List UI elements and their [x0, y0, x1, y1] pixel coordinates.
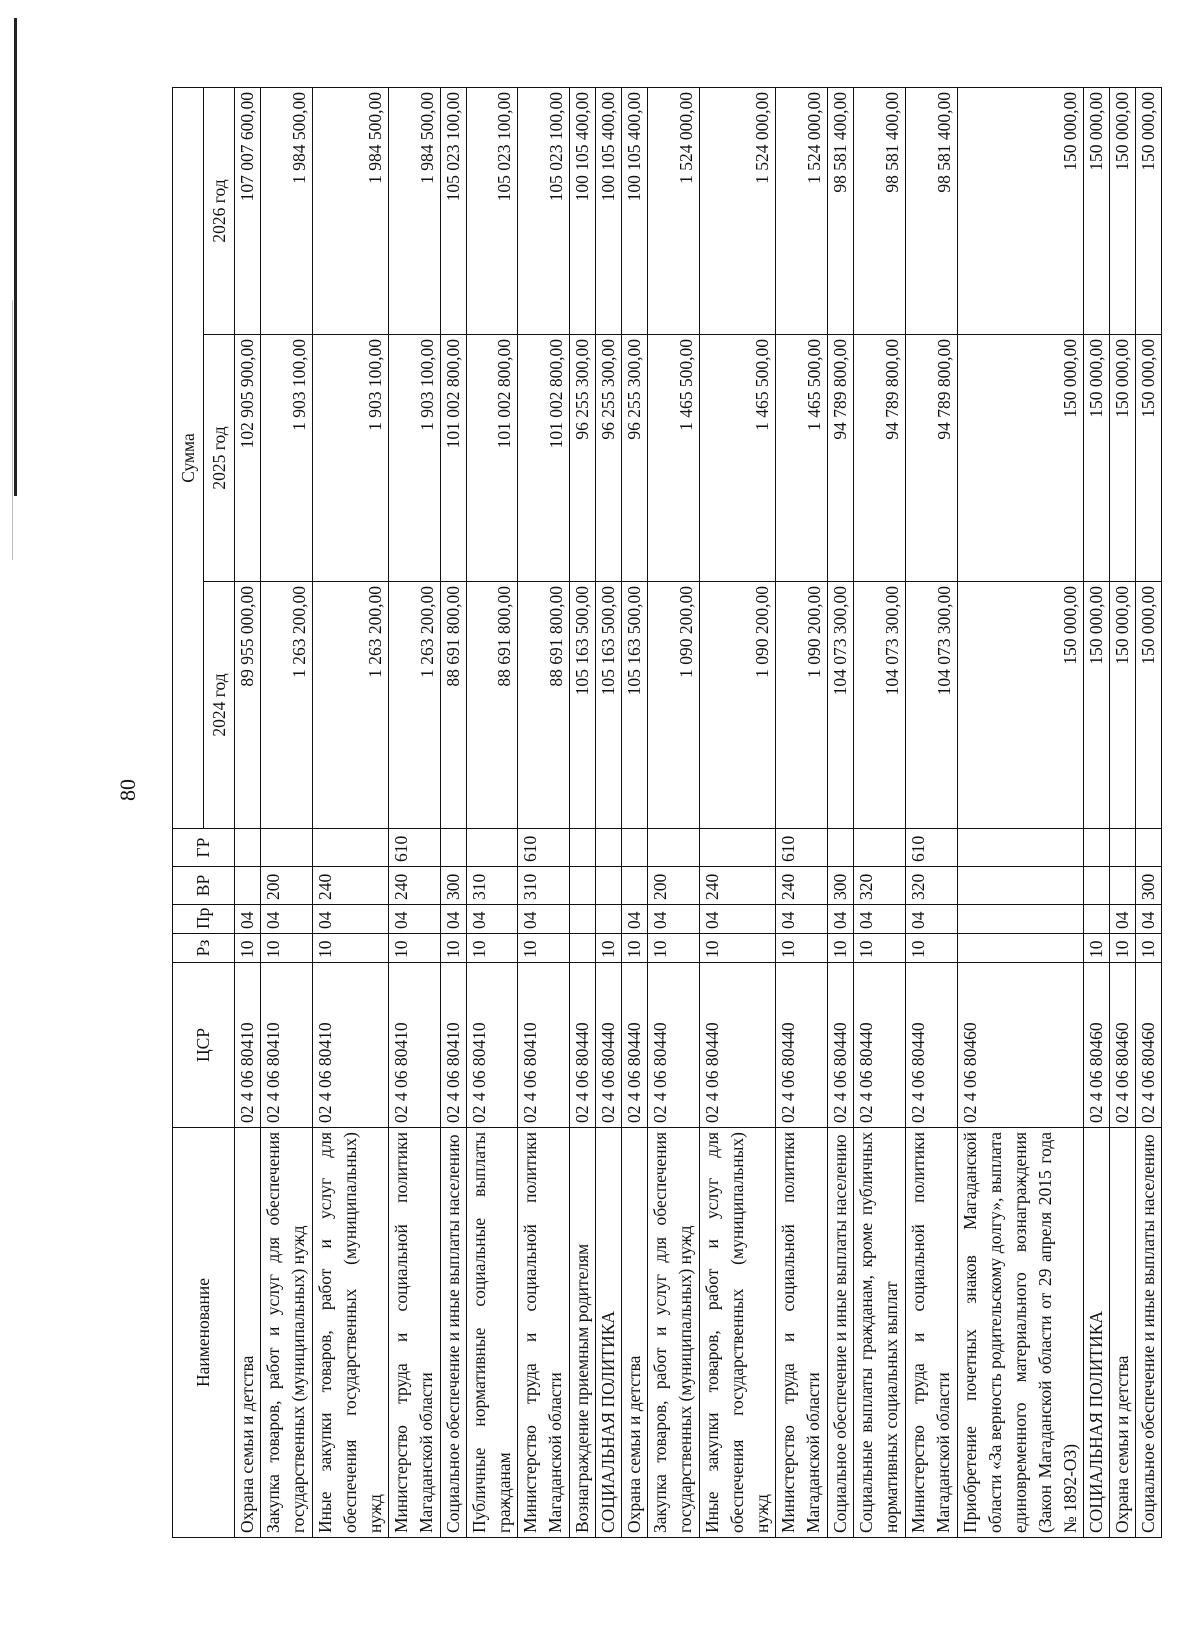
margin-line-faint: [12, 300, 13, 560]
row-pr: 04: [648, 905, 700, 934]
row-2026: 150 000,00: [1110, 87, 1136, 334]
row-gr: [596, 829, 622, 867]
row-csr: 02 4 06 80440: [596, 963, 622, 1128]
row-gr: 610: [518, 829, 570, 867]
row-name: Закупка товаров, работ и услуг для обеспечения государственных (муниципальных) нужд: [648, 1128, 700, 1538]
row-name: Иные закупки товаров, работ и услуг для обеспечения государственных (муниципальных) нужд: [700, 1128, 776, 1538]
row-2026: 105 023 100,00: [467, 87, 518, 334]
row-gr: 610: [906, 829, 958, 867]
row-gr: 610: [389, 829, 441, 867]
row-pr: 04: [700, 905, 776, 934]
row-csr: 02 4 06 80460: [1110, 963, 1136, 1128]
row-2026: 1 524 000,00: [648, 87, 700, 334]
row-rz: 10: [776, 934, 828, 963]
row-csr: 02 4 06 80440: [648, 963, 700, 1128]
row-name: Министерство труда и социальной политики Магаданской области: [389, 1128, 441, 1538]
row-gr: [828, 829, 854, 867]
row-rz: 10: [467, 934, 518, 963]
row-vr: 310: [467, 867, 518, 905]
row-gr: 610: [776, 829, 828, 867]
row-rz: 10: [700, 934, 776, 963]
row-pr: 04: [776, 905, 828, 934]
table-row: [441, 87, 467, 1537]
row-gr: [441, 829, 467, 867]
row-gr: [700, 829, 776, 867]
row-csr: 02 4 06 80440: [854, 963, 906, 1128]
row-2024: 1 263 200,00: [313, 582, 389, 829]
row-2025: 150 000,00: [1110, 335, 1136, 582]
row-csr: 02 4 06 80410: [261, 963, 313, 1128]
row-rz: [958, 934, 1084, 963]
row-2026: 105 023 100,00: [441, 87, 467, 334]
row-2025: 1 903 100,00: [261, 335, 313, 582]
row-gr: [1110, 829, 1136, 867]
row-2025: 96 255 300,00: [570, 335, 596, 582]
row-2025: 1 465 500,00: [648, 335, 700, 582]
row-vr: [596, 867, 622, 905]
row-name: СОЦИАЛЬНАЯ ПОЛИТИКА: [596, 1128, 622, 1538]
row-csr: 02 4 06 80410: [313, 963, 389, 1128]
row-pr: 04: [1110, 905, 1136, 934]
row-vr: 310: [518, 867, 570, 905]
row-2026: 98 581 400,00: [828, 87, 854, 334]
row-2024: 150 000,00: [1110, 582, 1136, 829]
row-vr: 240: [389, 867, 441, 905]
row-vr: 200: [648, 867, 700, 905]
row-gr: [313, 829, 389, 867]
row-2024: 105 163 500,00: [622, 582, 648, 829]
row-vr: [570, 867, 596, 905]
row-pr: 04: [854, 905, 906, 934]
row-2024: 88 691 800,00: [518, 582, 570, 829]
table-row: [854, 87, 906, 1537]
row-pr: 04: [1136, 905, 1162, 934]
row-rz: 10: [389, 934, 441, 963]
row-gr: [648, 829, 700, 867]
row-csr: 02 4 06 80410: [235, 963, 261, 1128]
row-name: Иные закупки товаров, работ и услуг для обеспечения государственных (муниципальных) нужд: [313, 1128, 389, 1538]
row-name: Министерство труда и социальной политики Магаданской области: [518, 1128, 570, 1538]
row-vr: [1084, 867, 1110, 905]
row-csr: 02 4 06 80440: [906, 963, 958, 1128]
row-2026: 1 984 500,00: [261, 87, 313, 334]
row-vr: 200: [261, 867, 313, 905]
row-rz: 10: [441, 934, 467, 963]
header-vr: ВР: [173, 867, 235, 905]
row-csr: 02 4 06 80440: [776, 963, 828, 1128]
row-csr: 02 4 06 80410: [518, 963, 570, 1128]
row-rz: 10: [235, 934, 261, 963]
header-name: Наименование: [173, 1128, 235, 1538]
row-2026: 105 023 100,00: [518, 87, 570, 334]
row-vr: [958, 867, 1084, 905]
row-name: Вознаграждение приемным родителям: [570, 1128, 596, 1538]
row-rz: 10: [1110, 934, 1136, 963]
row-2024: 105 163 500,00: [570, 582, 596, 829]
row-2025: 96 255 300,00: [622, 335, 648, 582]
header-2025: 2025 год: [204, 335, 235, 582]
row-rz: 10: [854, 934, 906, 963]
row-2026: 1 984 500,00: [313, 87, 389, 334]
row-2024: 150 000,00: [1136, 582, 1162, 829]
row-name: Социальное обеспечение и иные выплаты населению: [441, 1128, 467, 1538]
row-2026: 150 000,00: [958, 87, 1084, 334]
header-rz: Рз: [173, 934, 235, 963]
table-row: [906, 87, 958, 1537]
table-row: [648, 87, 700, 1537]
row-2025: 101 002 800,00: [467, 335, 518, 582]
row-csr: 02 4 06 80440: [700, 963, 776, 1128]
table-row: [1136, 87, 1162, 1537]
row-2024: 1 090 200,00: [648, 582, 700, 829]
row-name: Социальное обеспечение и иные выплаты населению: [1136, 1128, 1162, 1538]
row-pr: [570, 905, 596, 934]
row-2025: 94 789 800,00: [828, 335, 854, 582]
header-2026: 2026 год: [204, 87, 235, 334]
row-gr: [570, 829, 596, 867]
row-csr: 02 4 06 80460: [1084, 963, 1110, 1128]
row-vr: [1110, 867, 1136, 905]
row-rz: 10: [906, 934, 958, 963]
row-2024: 105 163 500,00: [596, 582, 622, 829]
row-name: Охрана семьи и детства: [1110, 1128, 1136, 1538]
row-vr: 300: [1136, 867, 1162, 905]
row-name: Министерство труда и социальной политики Магаданской области: [906, 1128, 958, 1538]
row-rz: 10: [313, 934, 389, 963]
row-rz: 10: [596, 934, 622, 963]
row-2024: 1 090 200,00: [776, 582, 828, 829]
row-vr: 300: [828, 867, 854, 905]
row-2025: 102 905 900,00: [235, 335, 261, 582]
row-gr: [1084, 829, 1110, 867]
row-2024: 1 090 200,00: [700, 582, 776, 829]
table-row: [1084, 87, 1110, 1537]
row-2024: 1 263 200,00: [389, 582, 441, 829]
row-rz: 10: [622, 934, 648, 963]
row-rz: [570, 934, 596, 963]
row-2025: 1 465 500,00: [700, 335, 776, 582]
row-2025: 101 002 800,00: [518, 335, 570, 582]
row-vr: [622, 867, 648, 905]
row-rz: 10: [261, 934, 313, 963]
row-2026: 100 105 400,00: [622, 87, 648, 334]
row-pr: 04: [441, 905, 467, 934]
row-2025: 150 000,00: [1084, 335, 1110, 582]
header-pr: Пр: [173, 905, 235, 934]
row-2025: 1 465 500,00: [776, 335, 828, 582]
row-vr: 240: [313, 867, 389, 905]
header-2024: 2024 год: [204, 582, 235, 829]
row-name: Приобретение почетных знаков Магаданской области «За верность родительскому долгу», выплата единовременного материального вознаграждения (Закон Магаданской области от 29 апреля 2015 года № 1892-ОЗ): [958, 1128, 1084, 1538]
row-vr: 300: [441, 867, 467, 905]
row-2024: 1 263 200,00: [261, 582, 313, 829]
row-name: Охрана семьи и детства: [622, 1128, 648, 1538]
row-2026: 150 000,00: [1136, 87, 1162, 334]
row-name: Министерство труда и социальной политики Магаданской области: [776, 1128, 828, 1538]
row-vr: 240: [776, 867, 828, 905]
row-pr: 04: [235, 905, 261, 934]
row-2024: 150 000,00: [1084, 582, 1110, 829]
row-rz: 10: [1136, 934, 1162, 963]
page-number: 80: [115, 779, 140, 801]
table-row: [261, 87, 313, 1537]
table-row: [776, 87, 828, 1537]
row-name: Публичные нормативные социальные выплаты гражданам: [467, 1128, 518, 1538]
row-2026: 1 984 500,00: [389, 87, 441, 334]
row-csr: 02 4 06 80410: [389, 963, 441, 1128]
row-2025: 96 255 300,00: [596, 335, 622, 582]
row-2025: 94 789 800,00: [854, 335, 906, 582]
row-vr: 320: [854, 867, 906, 905]
header-csr: ЦСР: [173, 963, 235, 1128]
row-2024: 104 073 300,00: [906, 582, 958, 829]
table-row: [828, 87, 854, 1537]
table-row: [518, 87, 570, 1537]
row-2026: 1 524 000,00: [776, 87, 828, 334]
row-2024: 104 073 300,00: [854, 582, 906, 829]
row-gr: [261, 829, 313, 867]
table-row: [467, 87, 518, 1537]
margin-line: [14, 18, 17, 496]
row-rz: 10: [1084, 934, 1110, 963]
row-2024: 88 691 800,00: [441, 582, 467, 829]
row-pr: 04: [906, 905, 958, 934]
row-pr: 04: [389, 905, 441, 934]
table-row: [313, 87, 389, 1537]
row-2025: 94 789 800,00: [906, 335, 958, 582]
header-sum: Сумма: [173, 87, 204, 828]
row-gr: [958, 829, 1084, 867]
row-2025: 101 002 800,00: [441, 335, 467, 582]
row-gr: [854, 829, 906, 867]
row-rz: 10: [828, 934, 854, 963]
row-2026: 98 581 400,00: [854, 87, 906, 334]
row-vr: 320: [906, 867, 958, 905]
row-pr: 04: [467, 905, 518, 934]
row-gr: [467, 829, 518, 867]
row-csr: 02 4 06 80460: [958, 963, 1084, 1128]
row-2024: 88 691 800,00: [467, 582, 518, 829]
row-2025: 150 000,00: [958, 335, 1084, 582]
row-2024: 150 000,00: [958, 582, 1084, 829]
row-pr: [1084, 905, 1110, 934]
row-2025: 150 000,00: [1136, 335, 1162, 582]
row-2025: 1 903 100,00: [313, 335, 389, 582]
row-gr: [1136, 829, 1162, 867]
row-gr: [235, 829, 261, 867]
row-pr: 04: [828, 905, 854, 934]
row-2026: 98 581 400,00: [906, 87, 958, 334]
table-row: [700, 87, 776, 1537]
row-2026: 150 000,00: [1084, 87, 1110, 334]
table-row: [389, 87, 441, 1537]
row-pr: 04: [261, 905, 313, 934]
row-name: Охрана семьи и детства: [235, 1128, 261, 1538]
row-gr: [622, 829, 648, 867]
table-row: [235, 87, 261, 1537]
row-csr: 02 4 06 80440: [828, 963, 854, 1128]
row-csr: 02 4 06 80410: [441, 963, 467, 1128]
row-csr: 02 4 06 80440: [622, 963, 648, 1128]
row-2026: 100 105 400,00: [596, 87, 622, 334]
row-rz: 10: [518, 934, 570, 963]
table-body: [235, 87, 1162, 1537]
budget-table-sheet: [172, 88, 1158, 1538]
row-vr: [235, 867, 261, 905]
row-csr: 02 4 06 80410: [467, 963, 518, 1128]
header-gr: ГР: [173, 829, 235, 867]
row-2025: 1 903 100,00: [389, 335, 441, 582]
row-2026: 107 007 600,00: [235, 87, 261, 334]
row-csr: 02 4 06 80460: [1136, 963, 1162, 1128]
row-name: Социальное обеспечение и иные выплаты населению: [828, 1128, 854, 1538]
row-pr: [596, 905, 622, 934]
row-pr: 04: [518, 905, 570, 934]
row-name: Закупка товаров, работ и услуг для обеспечения государственных (муниципальных) нужд: [261, 1128, 313, 1538]
row-rz: 10: [648, 934, 700, 963]
table-row: [1110, 87, 1136, 1537]
row-csr: 02 4 06 80440: [570, 963, 596, 1128]
row-pr: 04: [622, 905, 648, 934]
table-row: [596, 87, 622, 1537]
row-name: СОЦИАЛЬНАЯ ПОЛИТИКА: [1084, 1128, 1110, 1538]
row-pr: 04: [313, 905, 389, 934]
table-row: [570, 87, 596, 1537]
row-2024: 104 073 300,00: [828, 582, 854, 829]
budget-table: [172, 87, 1162, 1538]
row-vr: 240: [700, 867, 776, 905]
row-pr: [958, 905, 1084, 934]
table-row: [958, 87, 1084, 1537]
table-row: [622, 87, 648, 1537]
row-2026: 1 524 000,00: [700, 87, 776, 334]
row-name: Социальные выплаты гражданам, кроме публичных нормативных социальных выплат: [854, 1128, 906, 1538]
row-2026: 100 105 400,00: [570, 87, 596, 334]
row-2024: 89 955 000,00: [235, 582, 261, 829]
